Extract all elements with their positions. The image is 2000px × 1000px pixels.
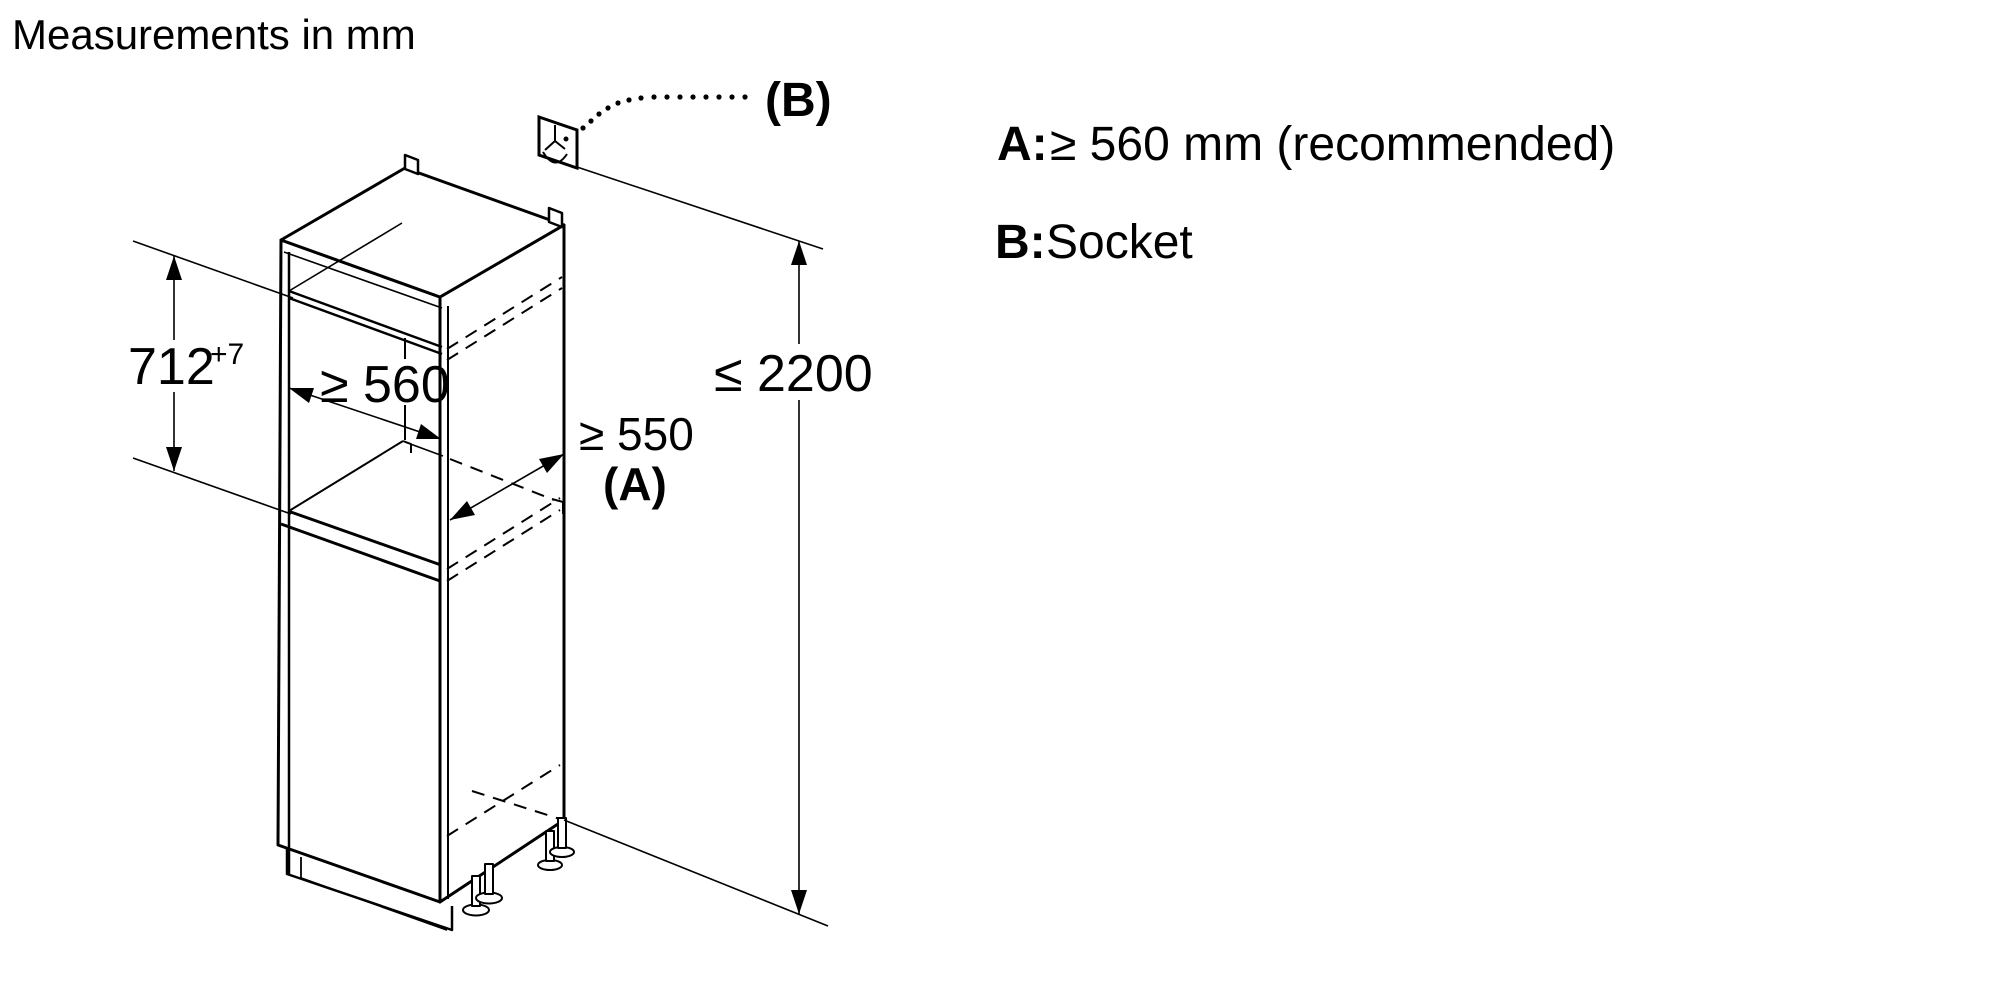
niche-width-label: ≥ 560 (320, 356, 450, 414)
arrowhead-down (791, 890, 807, 914)
extension-line-top (577, 167, 823, 249)
extension-line (133, 241, 293, 298)
legend-key-b: B: (995, 216, 1046, 269)
niche-depth-ref-label: (A) (603, 458, 667, 510)
arrowhead-down (166, 447, 182, 471)
legend-value-a: ≥ 560 mm (recommended) (1050, 118, 1616, 171)
arrowhead-up (791, 241, 807, 265)
niche-height-tolerance-label: +7 (210, 338, 245, 371)
legend-value-b: Socket (1046, 216, 1193, 269)
page-title: Measurements in mm (12, 11, 416, 58)
niche-height-label: 712 (128, 338, 215, 396)
socket-callout-label: (B) (765, 74, 832, 127)
extension-line (133, 458, 291, 514)
dotted-leader-line (580, 94, 747, 130)
socket-callout (539, 94, 748, 168)
socket-dot (564, 137, 569, 142)
floor-line (564, 820, 828, 926)
foot-stem (485, 864, 493, 894)
foot-stem (546, 831, 554, 861)
foot-stem (558, 818, 566, 848)
legend-key-a: A: (997, 118, 1048, 171)
dimension-max-height (564, 167, 828, 926)
arrowhead-up (166, 256, 182, 280)
legend (995, 118, 1615, 269)
cabinet (278, 155, 574, 930)
max-height-label: ≤ 2200 (714, 345, 873, 403)
niche-depth-label: ≥ 550 (579, 408, 694, 460)
